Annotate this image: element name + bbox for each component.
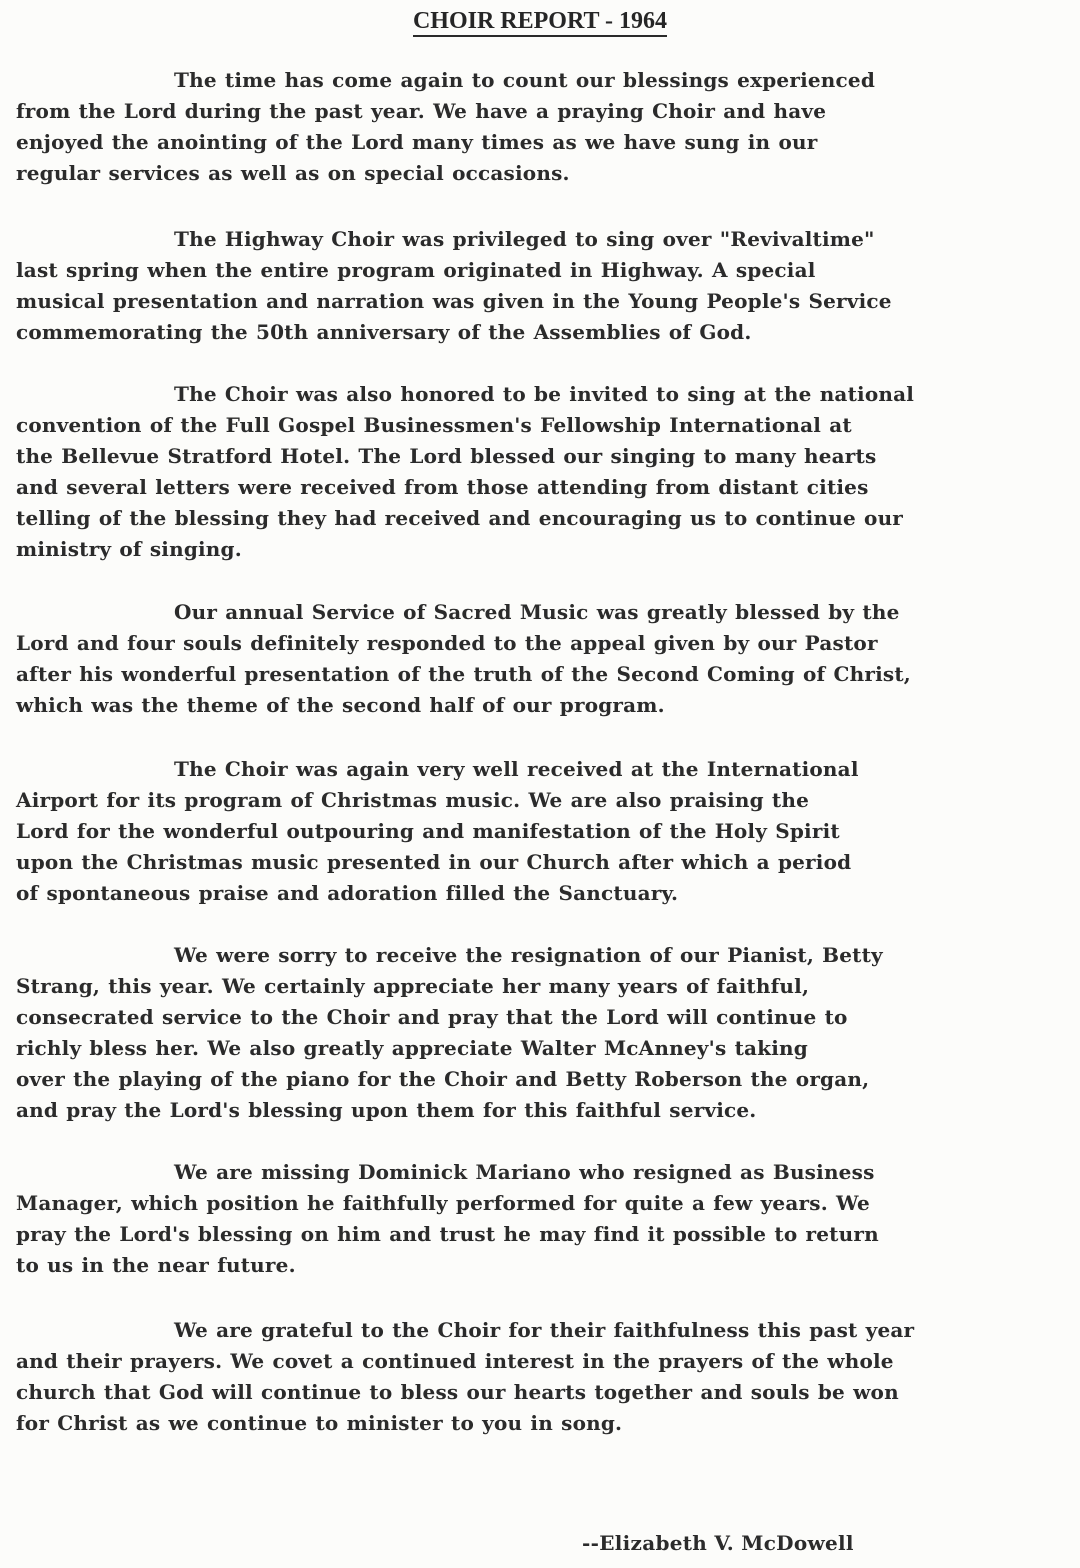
paragraph-line: ministry of singing.	[16, 537, 242, 561]
paragraph-line: after his wonderful presentation of the truth of the Second Coming of Christ,	[16, 662, 911, 686]
paragraph-line: The Choir was again very well received at the International	[174, 757, 859, 781]
paragraph-line: upon the Christmas music presented in our Church after which a period	[16, 850, 852, 874]
paragraph-line: We are missing Dominick Mariano who resigned as Business	[174, 1160, 875, 1184]
paragraph-line: The Choir was also honored to be invited to sing at the national	[174, 382, 915, 406]
paragraph-line: The Highway Choir was privileged to sing over "Revivaltime"	[174, 227, 875, 251]
paragraph-line: richly bless her. We also greatly appreciate Walter McAnney's taking	[16, 1036, 808, 1060]
paragraph-line: last spring when the entire program originated in Highway. A special	[16, 258, 816, 282]
paragraph-convention	[16, 379, 1072, 565]
paragraph-line: the Bellevue Stratford Hotel. The Lord blessed our singing to many hearts	[16, 444, 877, 468]
paragraph-line: which was the theme of the second half of our program.	[16, 693, 665, 717]
paragraph-closing	[16, 1315, 1072, 1439]
paragraph-blessings	[16, 65, 1072, 189]
signature: --Elizabeth V. McDowell	[582, 1531, 854, 1555]
document-title	[0, 6, 1080, 36]
paragraph-line: convention of the Full Gospel Businessmen's Fellowship International at	[16, 413, 852, 437]
paragraph-line: of spontaneous praise and adoration filled the Sanctuary.	[16, 881, 679, 905]
paragraph-line: and several letters were received from those attending from distant cities	[16, 475, 869, 499]
paragraph-line: for Christ as we continue to minister to you in song.	[16, 1411, 623, 1435]
paragraph-christmas-music	[16, 754, 1072, 909]
paragraph-line: commemorating the 50th anniversary of the Assemblies of God.	[16, 320, 752, 344]
paragraph-line: regular services as well as on special occasions.	[16, 161, 570, 185]
paragraph-line: and pray the Lord's blessing upon them for this faithful service.	[16, 1098, 757, 1122]
paragraph-line: to us in the near future.	[16, 1253, 296, 1277]
paragraph-line: over the playing of the piano for the Choir and Betty Roberson the organ,	[16, 1067, 870, 1091]
paragraph-line: telling of the blessing they had received and encouraging us to continue our	[16, 506, 904, 530]
title-text: CHOIR REPORT - 1964	[413, 8, 667, 37]
paragraph-line: Manager, which position he faithfully performed for quite a few years. We	[16, 1191, 870, 1215]
paragraph-line: enjoyed the anointing of the Lord many times as we have sung in our	[16, 130, 818, 154]
paragraph-pianist	[16, 940, 1072, 1126]
paragraph-line: Lord for the wonderful outpouring and manifestation of the Holy Spirit	[16, 819, 840, 843]
paragraph-sacred-music	[16, 597, 1072, 721]
paragraph-line: Our annual Service of Sacred Music was greatly blessed by the	[174, 600, 900, 624]
paragraph-line: consecrated service to the Choir and pray that the Lord will continue to	[16, 1005, 848, 1029]
paragraph-line: pray the Lord's blessing on him and trust he may find it possible to return	[16, 1222, 879, 1246]
paragraph-line: We are grateful to the Choir for their faithfulness this past year	[174, 1318, 915, 1342]
paragraph-line: musical presentation and narration was given in the Young People's Service	[16, 289, 892, 313]
paragraph-line: Lord and four souls definitely responded to the appeal given by our Pastor	[16, 631, 878, 655]
paragraph-business-manager	[16, 1157, 1072, 1281]
paragraph-revivaltime	[16, 224, 1072, 348]
paragraph-line: Airport for its program of Christmas music. We are also praising the	[16, 788, 810, 812]
paragraph-line: church that God will continue to bless our hearts together and souls be won	[16, 1380, 899, 1404]
paragraph-line: and their prayers. We covet a continued interest in the prayers of the whole	[16, 1349, 894, 1373]
paragraph-line: We were sorry to receive the resignation of our Pianist, Betty	[174, 943, 883, 967]
paragraph-line: Strang, this year. We certainly appreciate her many years of faithful,	[16, 974, 810, 998]
paragraph-line: The time has come again to count our blessings experienced	[174, 68, 876, 92]
paragraph-line: from the Lord during the past year. We have a praying Choir and have	[16, 99, 827, 123]
